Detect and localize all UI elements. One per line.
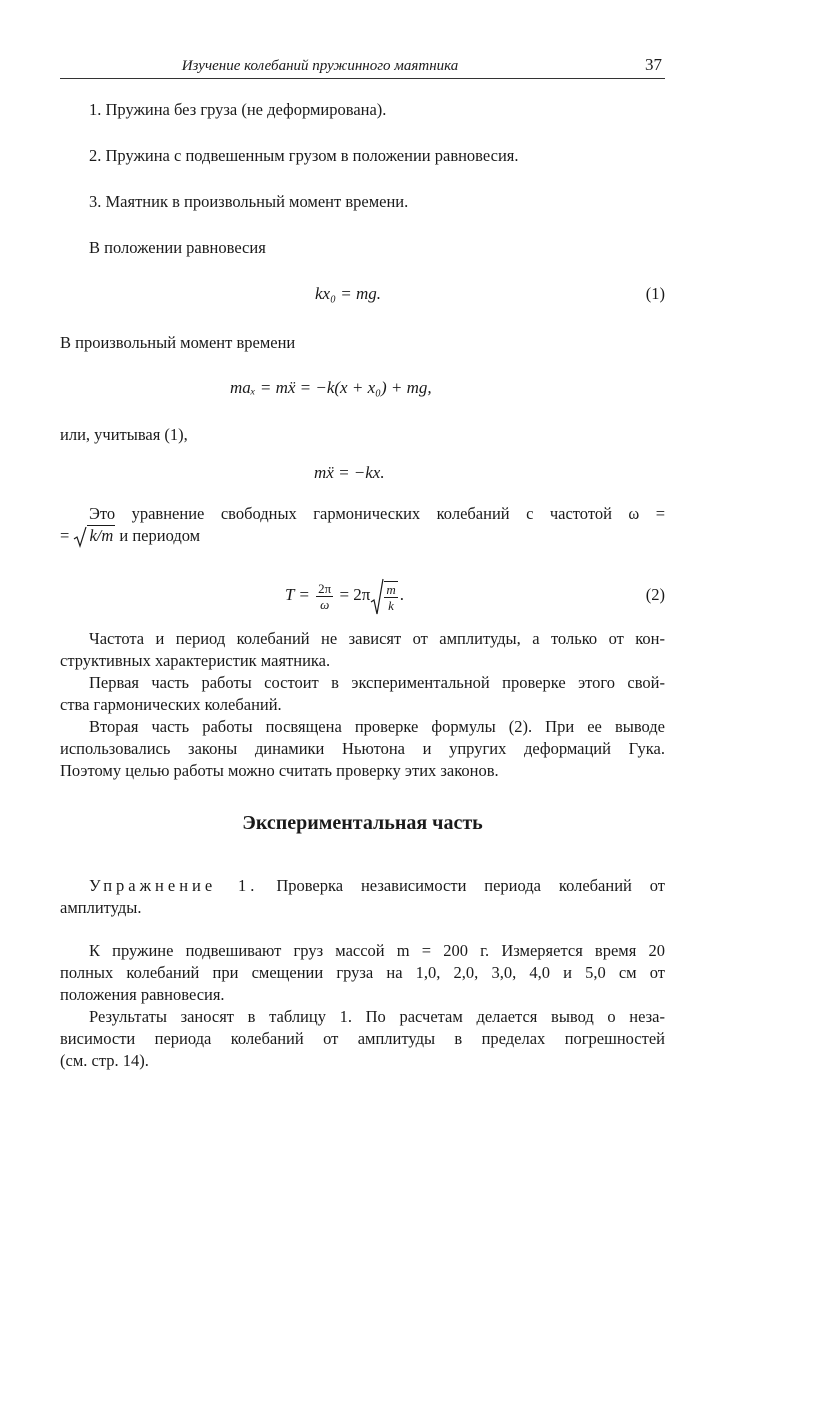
equation-1-number: (1)	[645, 284, 665, 303]
sqrt-symbol-icon	[73, 526, 87, 548]
equation-motion: maₓ = mẍ = −k(x + x₀) + mg,	[230, 378, 432, 397]
paragraph-4-line-1: К пружине подвешивают груз массой m = 200 г. Измеряется время 20	[89, 941, 665, 960]
eq2-frac2-num: m	[386, 582, 396, 598]
equation-reduced: mẍ = −kx.	[314, 463, 385, 482]
exercise-line-2: амплитуды.	[60, 898, 142, 917]
eq2-sqrt	[370, 574, 399, 618]
eq2-sqrt-symbol-icon	[370, 578, 384, 616]
period-text: и периодом	[115, 526, 201, 545]
equilibrium-intro: В положении равновесия	[89, 238, 266, 257]
running-header	[60, 55, 665, 79]
exercise-label: Упражнение 1.	[89, 876, 259, 895]
paragraph-3-line-2: использовались законы динамики Ньютона и упругих деформаций Гука.	[60, 739, 665, 758]
equation-2-number: (2)	[645, 585, 665, 604]
eq2-mid: = 2π	[335, 585, 371, 604]
paragraph-4-line-2: полных колебаний при смещении груза на 1,0, 2,0, 3,0, 4,0 и 5,0 см от	[60, 963, 665, 982]
list-item-2: 2. Пружина с подвешенным грузом в положении равновесия.	[89, 146, 519, 165]
paragraph-1-line-1: Частота и период колебаний не зависят от амплитуды, а только от кон-	[89, 629, 665, 648]
paragraph-1-line-2: структивных характеристик маятника.	[60, 651, 331, 670]
list-item-3: 3. Маятник в произвольный момент времени.	[89, 192, 409, 211]
page-number: 37	[645, 55, 662, 74]
paragraph-2-line-1: Первая часть работы состоит в экспериментальной проверке этого свой-	[89, 673, 665, 692]
sqrt-k-over-m	[73, 526, 115, 548]
eq2-fraction-1	[316, 581, 333, 612]
eq2-frac1-num: 2π	[318, 580, 332, 596]
paragraph-5-line-1: Результаты заносят в таблицу 1. По расчетам делается вывод о неза-	[89, 1007, 665, 1026]
eq2-lhs: T =	[285, 585, 315, 604]
arbitrary-moment-text: В произвольный момент времени	[60, 333, 296, 352]
exercise-title: Проверка независимости периода колебаний от	[258, 876, 665, 895]
or-considering-text: или, учитывая (1),	[60, 425, 188, 444]
page	[60, 0, 665, 1401]
paragraph-3-line-1: Вторая часть работы посвящена проверке формулы (2). При ее выводе	[89, 717, 665, 736]
paragraph-5-line-2: висимости периода колебаний от амплитуды в пределах погрешностей	[60, 1029, 665, 1048]
paragraph-5-line-3: (см. стр. 14).	[60, 1051, 149, 1070]
eq2-end: .	[399, 585, 405, 604]
equals-sign: =	[60, 526, 74, 545]
list-item-1: 1. Пружина без груза (не деформирована).	[89, 100, 387, 119]
paragraph-2-line-2: ства гармонических колебаний.	[60, 695, 282, 714]
exercise-line-1	[60, 876, 665, 896]
harmonic-line-2	[60, 526, 200, 548]
section-heading: Экспериментальная часть	[242, 812, 483, 834]
paragraph-4-line-3: положения равновесия.	[60, 985, 225, 1004]
paragraph-3-line-3: Поэтому целью работы можно считать проверку этих законов.	[60, 761, 499, 780]
harmonic-line-1: Это уравнение свободных гармонических колебаний с частотой ω =	[89, 504, 665, 523]
equation-2	[285, 573, 404, 617]
eq2-frac1-den: ω	[320, 596, 330, 612]
running-title: Изучение колебаний пружинного маятника	[181, 58, 459, 74]
sqrt-radicand: k/m	[89, 526, 114, 546]
equation-1: kx₀ = mg.	[315, 284, 381, 303]
eq2-frac2-den: k	[388, 598, 394, 614]
eq2-fraction-2	[384, 581, 397, 613]
